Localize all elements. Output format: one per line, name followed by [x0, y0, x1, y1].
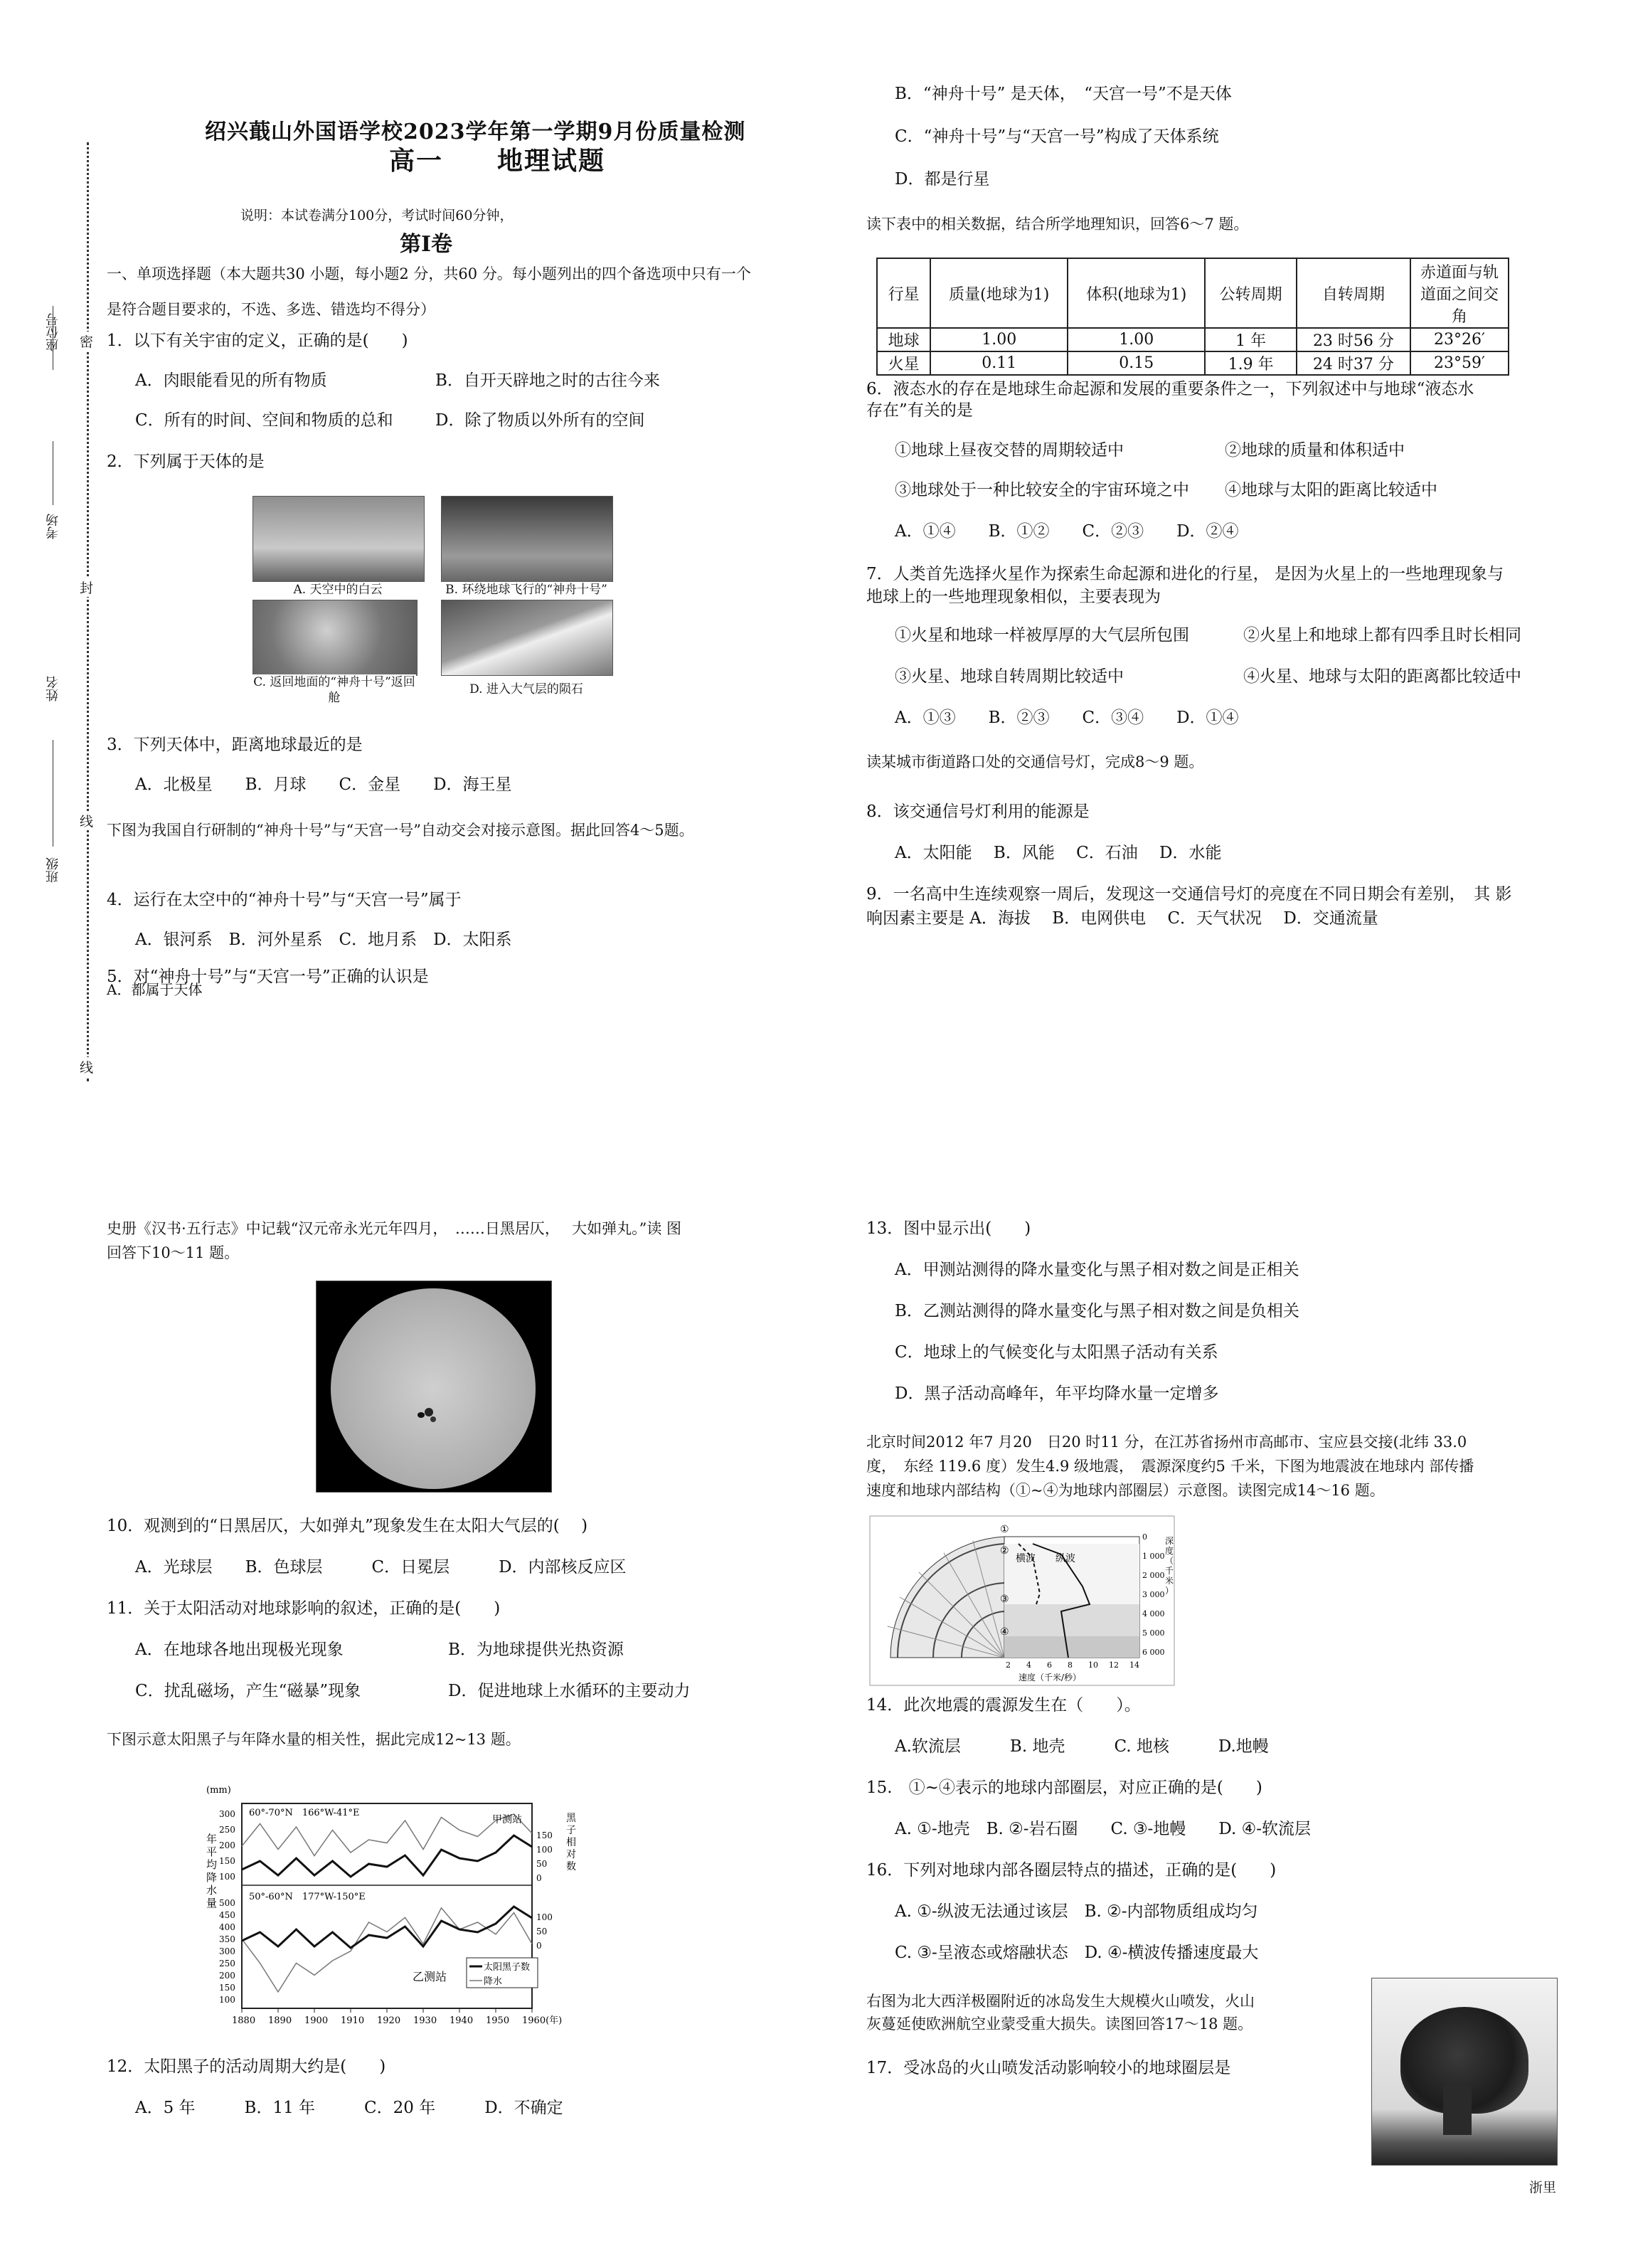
q12-13-intro: 下图示意太阳黑子与年降水量的相关性，据此完成12~13 题。 [107, 1731, 521, 1748]
q13-option-c[interactable]: C．地球上的气候变化与太阳黑子活动有关系 [895, 1343, 1218, 1362]
q10-11-intro: 史册《汉书·五行志》中记载“汉元帝永光元年四月， ……日黑居仄， 大如弹丸。”读 图 [107, 1220, 681, 1237]
q10-11-intro-2: 回答下10～11 题。 [107, 1244, 240, 1261]
q12-options[interactable]: A．5 年 B．11 年 C．20 年 D．不确定 [135, 2099, 563, 2117]
q3-stem: 3．下列天体中，距离地球最近的是 [107, 736, 363, 754]
name-label: 姓名 [46, 676, 60, 701]
seal-char-mi: 密 [80, 332, 93, 351]
bottom-station-location: 50°-60°N 177°W-150°E [249, 1892, 366, 1902]
q8-9-intro: 读某城市街道路口处的交通信号灯，完成8～9 题。 [866, 753, 1204, 770]
q1-option-b[interactable]: B．自开天辟地之时的古往今来 [435, 371, 660, 390]
left-axis-char: 量 [206, 1897, 218, 1909]
exam-title: 绍兴蕺山外国语学校2023学年第一学期9月份质量检测 [205, 120, 746, 144]
right-tick-label: 50 [536, 1859, 548, 1869]
sun-disk [331, 1288, 536, 1489]
q8-stem: 8．该交通信号灯利用的能源是 [866, 802, 1090, 821]
x-tick-label: 1900 [304, 2015, 329, 2026]
q11-option-b[interactable]: B．为地球提供光热资源 [448, 1641, 624, 1659]
q8-options[interactable]: A．太阳能 B．风能 C．石油 D．水能 [895, 844, 1222, 862]
right-axis-char: 数 [566, 1861, 576, 1872]
x-tick-label: 1920 [377, 2015, 401, 2026]
left-tick-label: 500 [219, 1898, 235, 1908]
speed-tick-label: 4 [1026, 1660, 1031, 1670]
q6-statement-4: ④地球与太阳的距离比较适中 [1225, 481, 1437, 499]
speed-tick-label: 14 [1129, 1660, 1139, 1670]
q9-stem: 9．一名高中生连续观察一周后，发现这一交通信号灯的亮度在不同日期会有差别， 其 影 [866, 885, 1512, 904]
exam-room-label: 考场 [46, 514, 60, 539]
right-tick-label: 150 [536, 1830, 553, 1840]
q17-18-intro: 右图为北大西洋极圈附近的冰岛发生大规模火山喷发，火山 [866, 1993, 1255, 2010]
q2-caption-a: A. 天空中的白云 [252, 582, 423, 598]
planet-data-table [876, 258, 1509, 376]
speed-tick-label: 12 [1109, 1660, 1119, 1670]
q11-stem: 11．关于太阳活动对地球影响的叙述，正确的是( ) [107, 1599, 501, 1618]
q13-stem: 13．图中显示出( ) [866, 1219, 1031, 1238]
q16-stem: 16．下列对地球内部各圈层特点的描述，正确的是( ) [866, 1861, 1277, 1880]
q5-stem: 5．对“神舟十号”与“天宫一号”正确的认识是 [107, 968, 429, 986]
right-tick-label: 0 [536, 1941, 542, 1951]
depth-tick-label: 0 [1142, 1532, 1147, 1542]
table-cell: 地球 [877, 328, 930, 351]
right-tick-label: 0 [536, 1873, 542, 1883]
q13-option-d[interactable]: D．黑子活动高峰年，年平均降水量一定增多 [895, 1384, 1219, 1403]
q14-stem: 14．此次地震的震源发生在（ ）。 [866, 1696, 1141, 1715]
left-tick-label: 150 [219, 1856, 235, 1866]
left-axis-char: 均 [206, 1858, 218, 1871]
q5-option-c[interactable]: C．“神舟十号”与“天宫一号”构成了天体系统 [895, 127, 1219, 146]
s-wave-label: 横波 [1016, 1553, 1036, 1564]
q9-stem-and-options[interactable]: 响因素主要是 A．海拔 B．电网供电 C．天气状况 D．交通流量 [866, 909, 1378, 928]
q6-statement-3: ③地球处于一种比较安全的宇宙环境之中 [895, 481, 1189, 499]
legend-rain: 降水 [484, 1976, 503, 1987]
left-tick-label: 250 [219, 1959, 235, 1968]
ash-column [1443, 2085, 1472, 2135]
legend-sunspot: 太阳黑子数 [484, 1962, 531, 1973]
right-axis-char: 相 [566, 1837, 576, 1848]
q6-statement-1: ①地球上昼夜交替的周期较适中 [895, 441, 1124, 460]
q1-stem: 1．以下有关宇宙的定义，正确的是( ) [107, 332, 408, 350]
q10-stem: 10．观测到的“日黑居仄，大如弹丸”现象发生在太阳大气层的( ) [107, 1517, 588, 1535]
speed-axis-label: 速度（千米/秒） [1019, 1673, 1082, 1683]
speed-tick-label: 2 [1006, 1660, 1011, 1670]
p-wave-label: 纵波 [1055, 1553, 1075, 1564]
table-cell: 24 时37 分 [1297, 351, 1410, 375]
q14-16-intro-3: 速度和地球内部结构（①~④为地球内部圈层）示意图。读图完成14～16 题。 [866, 1482, 1385, 1499]
left-tick-label: 350 [219, 1934, 235, 1944]
earth-interior-diagram [869, 1515, 1175, 1686]
chart-unit-label: (mm) [206, 1785, 231, 1796]
q16-options-cd[interactable]: C. ③-呈液态或熔融状态 D. ④-横波传播速度最大 [895, 1944, 1259, 1962]
depth-label-char: 深 [1165, 1536, 1174, 1546]
q11-option-c[interactable]: C．扰乱磁场，产生“磁暴”现象 [135, 1682, 361, 1700]
depth-label-char: ） [1165, 1586, 1174, 1596]
q7-statement-1: ①火星和地球一样被厚厚的大气层所包围 [895, 626, 1189, 645]
q2-photo-meteor [441, 600, 613, 676]
table-row [877, 351, 1509, 375]
x-tick-label: 1910 [341, 2015, 365, 2026]
layer-3-marker: ③ [1000, 1594, 1009, 1605]
q17-stem: 17．受冰岛的火山喷发活动影响较小的地球圈层是 [866, 2059, 1231, 2077]
left-axis-char: 年 [206, 1833, 218, 1845]
seal-char-feng: 封 [80, 578, 93, 597]
table-cell: 0.15 [1068, 351, 1205, 375]
exam-note: 说明：本试卷满分100分，考试时间60分钟， [240, 208, 514, 223]
q7-stem: 7．人类首先选择火星作为探索生命起源和进化的行星， 是因为火星上的一些地理现象与 [866, 565, 1504, 583]
left-tick-label: 400 [219, 1922, 235, 1932]
q4-options[interactable]: A．银河系 B．河外星系 C．地月系 D．太阳系 [135, 931, 512, 949]
table-cell: 0.11 [930, 351, 1068, 375]
q15-stem: 15. ①~④表示的地球内部圈层，对应正确的是( ) [866, 1779, 1262, 1797]
q1-option-c[interactable]: C．所有的时间、空间和物质的总和 [135, 411, 393, 430]
q6-7-intro: 读下表中的相关数据，结合所学地理知识，回答6～7 题。 [866, 216, 1249, 233]
table-cell: 1.9 年 [1205, 351, 1297, 375]
seal-char-xian-2: 线 [80, 1057, 93, 1076]
table-row [877, 328, 1509, 351]
q14-16-intro: 北京时间2012 年7 月20 日20 时11 分，在江苏省扬州市高邮市、宝应县交接(北纬 33.0 [866, 1434, 1467, 1451]
q7-statement-3: ③火星、地球自转周期比较适中 [895, 667, 1124, 686]
table-cell: 1.00 [1068, 328, 1205, 351]
x-tick-label: 1950 [486, 2015, 510, 2026]
q13-option-a[interactable]: A．甲测站测得的降水量变化与黑子相对数之间是正相关 [895, 1261, 1299, 1279]
left-tick-label: 150 [219, 1983, 235, 1993]
depth-label-char: 度 [1165, 1546, 1174, 1556]
class-label: 班级 [46, 857, 60, 883]
q7-statement-4: ④火星、地球与太阳的距离都比较适中 [1243, 667, 1521, 686]
left-tick-label: 100 [219, 1995, 235, 2005]
table-cell: 23°59′ [1410, 351, 1509, 375]
q2-photo-clouds [252, 496, 425, 583]
section-intro-2: 是符合题目要求的，不选、多选、错选均不得分） [107, 301, 435, 318]
table-cell: 1 年 [1205, 328, 1297, 351]
layer-2-marker: ② [1000, 1545, 1009, 1557]
inner-core-band [1004, 1636, 1139, 1658]
q11-option-d[interactable]: D．促进地球上水循环的主要动力 [448, 1682, 691, 1700]
q2-caption-b: B. 环绕地球飞行的“神舟十号” [420, 582, 633, 598]
table-cell: 23°26′ [1410, 328, 1509, 351]
left-axis-char: 平 [206, 1845, 218, 1858]
q6-options[interactable]: A．①④ B．①② C．②③ D．②④ [895, 522, 1239, 541]
table-header-cell: 公转周期 [1205, 258, 1297, 328]
chart-right-axis-label [566, 1813, 577, 1872]
q7-options[interactable]: A．①③ B．②③ C．③④ D．①④ [895, 709, 1239, 727]
layer-4-marker: ④ [1000, 1626, 1009, 1638]
x-tick-label: 1930 [413, 2015, 437, 2026]
q14-16-intro-2: 度， 东经 119.6 度）发生4.9 级地震， 震源深度约5 千米，下图为地震波在地球内 部传播 [866, 1458, 1474, 1475]
left-axis-char: 降 [206, 1871, 218, 1884]
right-tick-label: 50 [536, 1927, 548, 1936]
x-tick-label: 1880 [232, 2015, 256, 2026]
x-tick-label: 1890 [268, 2015, 292, 2026]
depth-tick-label: 1 000 [1142, 1552, 1165, 1561]
left-tick-label: 250 [219, 1825, 235, 1835]
left-axis-char: 水 [206, 1884, 218, 1897]
left-tick-label: 200 [219, 1840, 235, 1850]
part-heading: 第Ⅰ卷 [400, 232, 453, 257]
left-tick-label: 300 [219, 1809, 235, 1819]
table-header-cell: 行星 [877, 258, 930, 328]
q2-photo-capsule [252, 600, 418, 676]
right-axis-char: 黑 [566, 1813, 576, 1824]
speed-tick-label: 6 [1047, 1660, 1052, 1670]
section-intro: 一、单项选择题（本大题共30 小题，每小题2 分，共60 分。每小题列出的四个备选项中只有一个 [107, 265, 751, 282]
q1-option-a[interactable]: A．肉眼能看见的所有物质 [135, 371, 327, 390]
depth-tick-label: 3 000 [1142, 1590, 1165, 1599]
layer-1-marker: ① [1000, 1524, 1009, 1535]
q15-options[interactable]: A. ①-地壳 B. ②-岩石圈 C. ③-地幔 D. ④-软流层 [895, 1820, 1311, 1838]
sunspot-mark [430, 1416, 436, 1422]
q2-caption-c: C. 返回地面的“神舟十号”返回舱 [253, 675, 415, 705]
q5-option-a[interactable]: A．都属于天体 [107, 981, 203, 998]
speed-tick-label: 10 [1088, 1660, 1098, 1670]
table-header-cell: 自转周期 [1297, 258, 1410, 328]
depth-tick-label: 4 000 [1142, 1609, 1165, 1618]
depth-label-char: （ [1165, 1556, 1174, 1566]
right-tick-label: 100 [536, 1845, 553, 1855]
top-station-location: 60°-70°N 166°W-41°E [249, 1808, 360, 1818]
table-cell: 23 时56 分 [1297, 328, 1410, 351]
footer-mark: 浙里 [1529, 2180, 1557, 2195]
depth-tick-label: 6 000 [1142, 1648, 1165, 1657]
table-header-cell: 赤道面与轨道面之间交角 [1410, 258, 1509, 328]
seat-number-label: 座位号 [46, 313, 60, 351]
table-header-cell: 质量(地球为1) [930, 258, 1068, 328]
top-station-label: 甲测站 [492, 1814, 522, 1825]
binding-dotted-line [87, 142, 89, 1081]
q2-stem: 2．下列属于天体的是 [107, 452, 265, 471]
x-tick-label: 1960(年) [522, 2015, 563, 2026]
q7-statement-2: ②火星上和地球上都有四季且时长相同 [1243, 626, 1521, 645]
depth-label-char: 米 [1165, 1576, 1174, 1586]
q14-options[interactable]: A.软流层 B. 地壳 C. 地核 D.地幔 [895, 1737, 1269, 1756]
right-axis-char: 对 [566, 1849, 576, 1860]
depth-tick-label: 5 000 [1142, 1628, 1165, 1638]
left-tick-label: 200 [219, 1971, 235, 1981]
q2-photo-spacecraft [441, 496, 613, 583]
exam-subtitle: 高一 地理试题 [389, 146, 606, 176]
sunspot-precipitation-chart [199, 1779, 583, 2035]
q12-stem: 12．太阳黑子的活动周期大约是( ) [107, 2057, 386, 2076]
right-tick-label: 100 [536, 1912, 553, 1922]
q1-option-d[interactable]: D．除了物质以外所有的空间 [435, 411, 645, 430]
q3-options[interactable]: A．北极星 B．月球 C．金星 D．海王星 [135, 775, 512, 794]
table-cell: 1.00 [930, 328, 1068, 351]
sunspot-mark [418, 1412, 425, 1418]
left-tick-label: 300 [219, 1946, 235, 1956]
table-cell: 火星 [877, 351, 930, 375]
volcano-eruption-photo [1371, 1978, 1558, 2166]
chart-left-axis-label [206, 1833, 217, 1909]
depth-axis-label [1165, 1536, 1174, 1596]
q4-5-intro: 下图为我国自行研制的“神舟十号”与“天宫一号”自动交会对接示意图。据此回答4～5题。 [107, 822, 694, 839]
q4-stem: 4．运行在太空中的“神舟十号”与“天宫一号”属于 [107, 891, 462, 909]
q16-options-ab[interactable]: A. ①-纵波无法通过该层 B. ②-内部物质组成均匀 [895, 1902, 1258, 1921]
depth-label-char: 千 [1165, 1566, 1174, 1576]
x-tick-label: 1940 [450, 2015, 474, 2026]
q11-option-a[interactable]: A．在地球各地出现极光现象 [135, 1641, 344, 1659]
bottom-station-label: 乙测站 [413, 1970, 447, 1983]
q13-option-b[interactable]: B．乙测站测得的降水量变化与黑子相对数之间是负相关 [895, 1302, 1299, 1320]
table-header-cell: 体积(地球为1) [1068, 258, 1205, 328]
q5-option-b[interactable]: B．“神舟十号” 是天体， “天宫一号”不是天体 [895, 85, 1232, 103]
right-axis-char: 子 [566, 1825, 576, 1836]
q7-stem-2: 地球上的一些地理现象相似，主要表现为 [866, 588, 1161, 606]
q10-options[interactable]: A．光球层 B．色球层 C．日冕层 D．内部核反应区 [135, 1558, 627, 1577]
sunspot-mark [425, 1408, 433, 1416]
seal-char-xian: 线 [80, 811, 93, 830]
q6-stem: 6．液态水的存在是地球生命起源和发展的重要条件之一，下列叙述中与地球“液态水 [866, 380, 1474, 398]
depth-tick-label: 2 000 [1142, 1571, 1165, 1580]
q17-18-intro-2: 灰蔓延使欧洲航空业蒙受重大损失。读图回答17～18 题。 [866, 2015, 1253, 2033]
left-tick-label: 450 [219, 1910, 235, 1920]
speed-tick-label: 8 [1068, 1660, 1073, 1670]
q6-statement-2: ②地球的质量和体积适中 [1225, 441, 1405, 460]
q5-option-d[interactable]: D．都是行星 [895, 170, 990, 189]
q2-caption-d: D. 进入大气层的陨石 [441, 682, 612, 697]
left-tick-label: 100 [219, 1872, 235, 1882]
sun-photo [316, 1281, 552, 1493]
q6-stem-2: 存在”有关的是 [866, 401, 973, 420]
